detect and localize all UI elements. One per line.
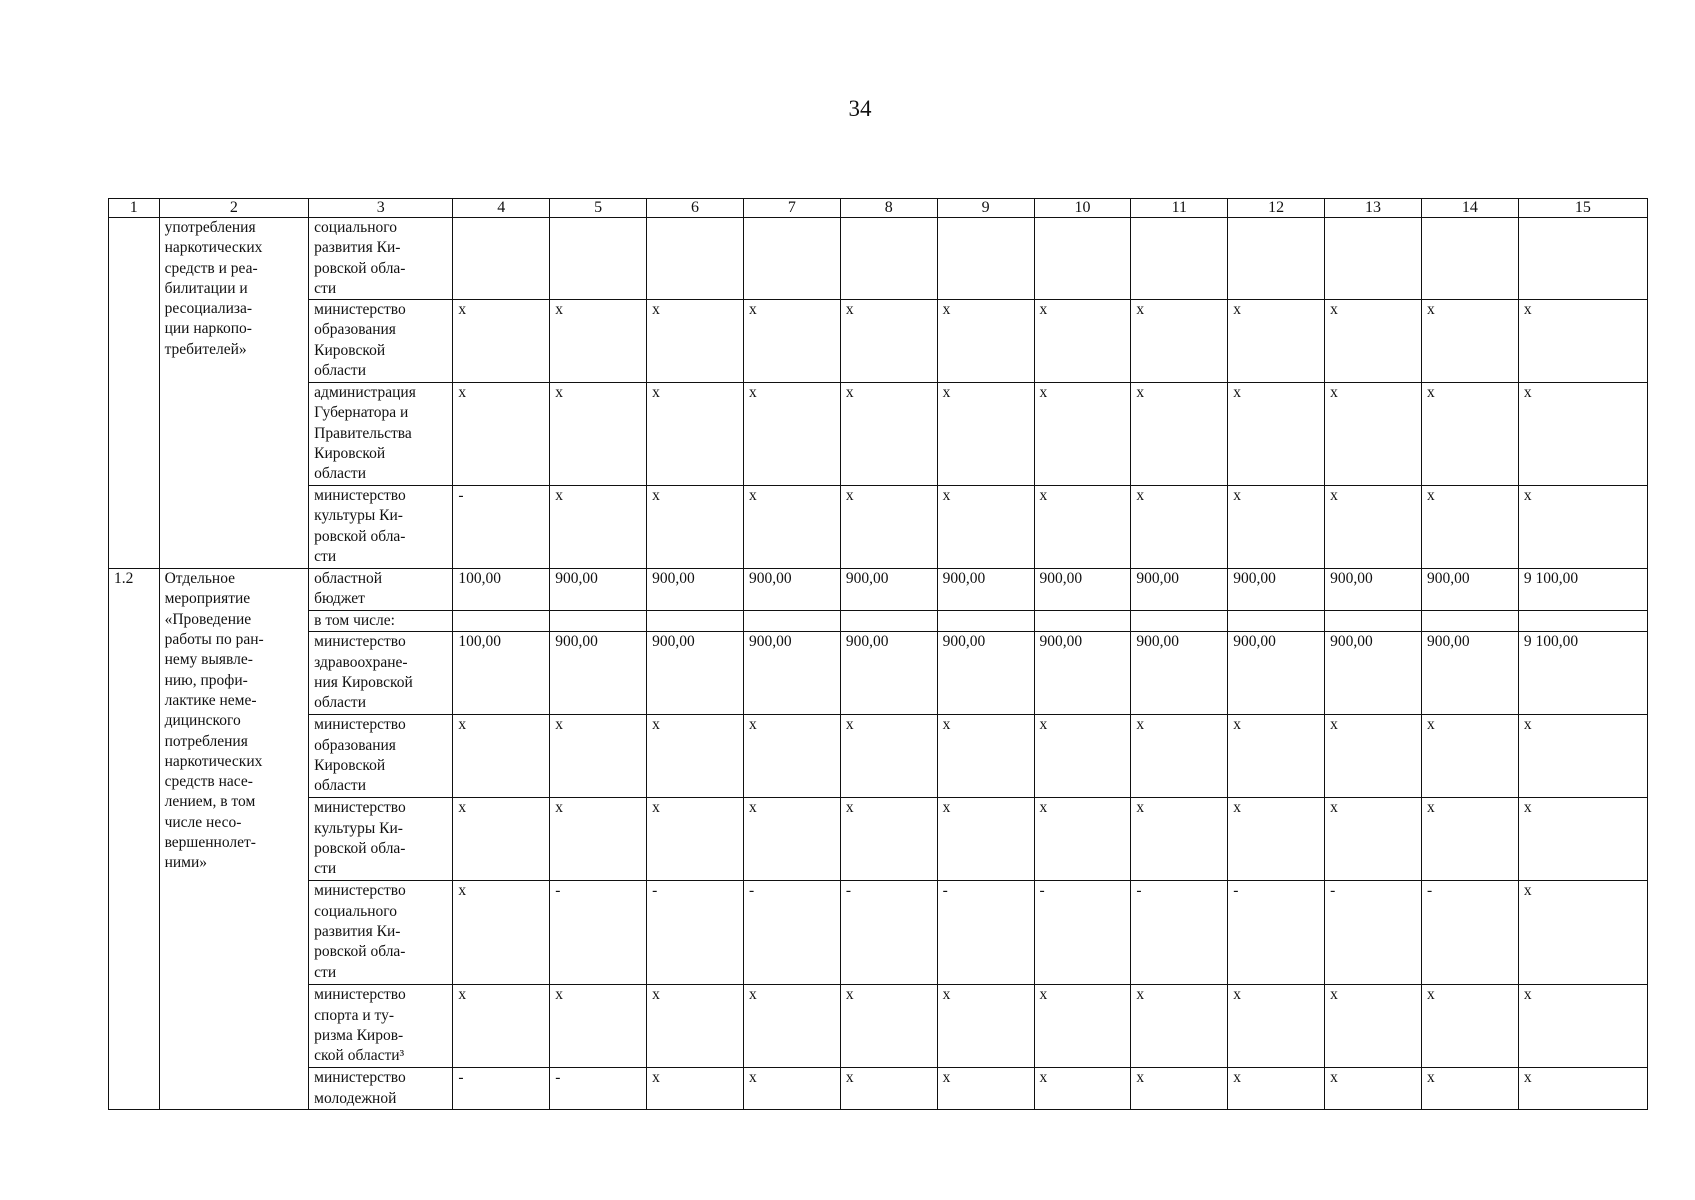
- value-cell: x: [453, 715, 550, 798]
- value-cell: x: [1518, 881, 1647, 985]
- value-cell: x: [647, 1068, 744, 1110]
- table-row: [109, 632, 1648, 715]
- value-cell: x: [840, 985, 937, 1068]
- value-cell: x: [840, 300, 937, 383]
- value-cell: x: [550, 300, 647, 383]
- value-cell: x: [1421, 798, 1518, 881]
- header-cell: 10: [1034, 199, 1131, 218]
- value-cell: x: [1421, 383, 1518, 486]
- value-cell: 9 100,00: [1518, 569, 1647, 611]
- value-cell: 900,00: [1325, 632, 1422, 715]
- value-cell: x: [1034, 798, 1131, 881]
- header-cell: 14: [1421, 199, 1518, 218]
- value-cell: x: [937, 715, 1034, 798]
- executor-cell: министерство молодежной: [309, 1068, 453, 1110]
- value-cell: x: [840, 1068, 937, 1110]
- value-cell: [1518, 611, 1647, 632]
- value-cell: x: [1421, 985, 1518, 1068]
- value-cell: x: [453, 985, 550, 1068]
- executor-cell: министерство спорта и ту- ризма Киров- ской области³: [309, 985, 453, 1068]
- value-cell: x: [1228, 383, 1325, 486]
- value-cell: [937, 611, 1034, 632]
- value-cell: x: [1421, 300, 1518, 383]
- value-cell: x: [1034, 715, 1131, 798]
- value-cell: -: [1034, 881, 1131, 985]
- value-cell: 900,00: [743, 632, 840, 715]
- value-cell: 900,00: [1034, 632, 1131, 715]
- value-cell: x: [840, 383, 937, 486]
- value-cell: [647, 611, 744, 632]
- value-cell: 900,00: [937, 569, 1034, 611]
- value-cell: [1325, 611, 1422, 632]
- table-row: [109, 218, 1648, 300]
- value-cell: x: [937, 1068, 1034, 1110]
- value-cell: x: [937, 300, 1034, 383]
- value-cell: -: [1421, 881, 1518, 985]
- value-cell: x: [453, 881, 550, 985]
- value-cell: x: [743, 1068, 840, 1110]
- value-cell: x: [743, 715, 840, 798]
- executor-cell: областной бюджет: [309, 569, 453, 611]
- value-cell: 900,00: [1131, 569, 1228, 611]
- value-cell: 9 100,00: [1518, 632, 1647, 715]
- value-cell: [1325, 218, 1422, 300]
- executor-cell: министерство образования Кировской области: [309, 300, 453, 383]
- value-cell: x: [743, 985, 840, 1068]
- value-cell: 900,00: [1421, 632, 1518, 715]
- value-cell: [840, 218, 937, 300]
- value-cell: [550, 611, 647, 632]
- value-cell: [1228, 611, 1325, 632]
- value-cell: x: [1325, 715, 1422, 798]
- value-cell: x: [937, 486, 1034, 569]
- value-cell: x: [840, 715, 937, 798]
- executor-cell: министерство здравоохране- ния Кировской области: [309, 632, 453, 715]
- executor-cell: администрация Губернатора и Правительства Кировской области: [309, 383, 453, 486]
- executor-cell: министерство культуры Ки- ровской обла- сти: [309, 486, 453, 569]
- value-cell: x: [1421, 715, 1518, 798]
- value-cell: x: [1518, 300, 1647, 383]
- value-cell: -: [453, 486, 550, 569]
- table-row: [109, 985, 1648, 1068]
- value-cell: 900,00: [1228, 632, 1325, 715]
- value-cell: x: [1131, 1068, 1228, 1110]
- value-cell: x: [550, 486, 647, 569]
- value-cell: -: [937, 881, 1034, 985]
- measure-name-cell: Отдельное мероприятие «Проведение работы по ран- нему выявле- нию, профи- лактике неме- дицинского потребления наркотических средств насе- лением, в том числе несо- вершеннолет- ними»: [159, 569, 309, 1110]
- value-cell: 900,00: [550, 632, 647, 715]
- value-cell: x: [453, 383, 550, 486]
- value-cell: x: [743, 300, 840, 383]
- header-cell: 13: [1325, 199, 1422, 218]
- value-cell: x: [1228, 715, 1325, 798]
- value-cell: [1421, 218, 1518, 300]
- value-cell: x: [550, 798, 647, 881]
- value-cell: x: [1131, 486, 1228, 569]
- header-row: [109, 199, 1648, 218]
- value-cell: -: [840, 881, 937, 985]
- header-cell: 7: [743, 199, 840, 218]
- header-cell: 8: [840, 199, 937, 218]
- value-cell: -: [550, 1068, 647, 1110]
- value-cell: x: [1421, 1068, 1518, 1110]
- value-cell: x: [1228, 486, 1325, 569]
- measure-name-cell: употребления наркотических средств и реа- билитации и ресоциализа- ции наркопо- требителей»: [159, 218, 309, 569]
- value-cell: [1131, 218, 1228, 300]
- item-number-cell: 1.2: [109, 569, 160, 1110]
- header-cell: 6: [647, 199, 744, 218]
- value-cell: 900,00: [1034, 569, 1131, 611]
- value-cell: x: [1518, 798, 1647, 881]
- value-cell: x: [937, 798, 1034, 881]
- value-cell: 900,00: [1131, 632, 1228, 715]
- value-cell: x: [647, 798, 744, 881]
- value-cell: 900,00: [1421, 569, 1518, 611]
- value-cell: x: [1325, 798, 1422, 881]
- value-cell: x: [647, 985, 744, 1068]
- value-cell: [1131, 611, 1228, 632]
- value-cell: x: [647, 300, 744, 383]
- budget-table: [108, 198, 1648, 1110]
- value-cell: -: [1228, 881, 1325, 985]
- value-cell: x: [1325, 383, 1422, 486]
- value-cell: x: [1034, 486, 1131, 569]
- value-cell: 900,00: [550, 569, 647, 611]
- table-row: [109, 486, 1648, 569]
- value-cell: [937, 218, 1034, 300]
- value-cell: x: [1518, 383, 1647, 486]
- value-cell: x: [453, 798, 550, 881]
- value-cell: -: [453, 1068, 550, 1110]
- value-cell: x: [1518, 985, 1647, 1068]
- value-cell: [1034, 218, 1131, 300]
- value-cell: x: [1518, 486, 1647, 569]
- value-cell: -: [647, 881, 744, 985]
- table-row: [109, 611, 1648, 632]
- value-cell: x: [1131, 300, 1228, 383]
- value-cell: x: [1228, 798, 1325, 881]
- header-cell: 12: [1228, 199, 1325, 218]
- value-cell: x: [743, 486, 840, 569]
- value-cell: [743, 611, 840, 632]
- value-cell: [550, 218, 647, 300]
- value-cell: 900,00: [840, 569, 937, 611]
- value-cell: [840, 611, 937, 632]
- value-cell: x: [743, 798, 840, 881]
- value-cell: 100,00: [453, 632, 550, 715]
- value-cell: x: [937, 383, 1034, 486]
- header-cell: 1: [109, 199, 160, 218]
- value-cell: x: [1518, 715, 1647, 798]
- value-cell: [1518, 218, 1647, 300]
- table-row: [109, 881, 1648, 985]
- header-cell: 2: [159, 199, 309, 218]
- value-cell: x: [1131, 798, 1228, 881]
- value-cell: x: [1421, 486, 1518, 569]
- value-cell: x: [1228, 985, 1325, 1068]
- value-cell: 900,00: [1228, 569, 1325, 611]
- value-cell: [647, 218, 744, 300]
- table-row: [109, 1068, 1648, 1110]
- value-cell: x: [1034, 985, 1131, 1068]
- value-cell: x: [743, 383, 840, 486]
- table-row: [109, 715, 1648, 798]
- value-cell: -: [743, 881, 840, 985]
- page-number: 34: [848, 96, 872, 121]
- item-number-cell: [109, 218, 160, 569]
- value-cell: x: [937, 985, 1034, 1068]
- value-cell: -: [1325, 881, 1422, 985]
- value-cell: x: [1228, 1068, 1325, 1110]
- value-cell: x: [1518, 1068, 1647, 1110]
- value-cell: x: [840, 486, 937, 569]
- value-cell: x: [453, 300, 550, 383]
- executor-cell: социального развития Ки- ровской обла- сти: [309, 218, 453, 300]
- table-row: [109, 798, 1648, 881]
- value-cell: -: [550, 881, 647, 985]
- executor-cell: министерство образования Кировской области: [309, 715, 453, 798]
- value-cell: x: [1325, 486, 1422, 569]
- value-cell: x: [1034, 1068, 1131, 1110]
- value-cell: [1421, 611, 1518, 632]
- executor-cell: министерство социального развития Ки- ровской обла- сти: [309, 881, 453, 985]
- value-cell: x: [647, 715, 744, 798]
- value-cell: x: [1131, 715, 1228, 798]
- value-cell: x: [550, 715, 647, 798]
- value-cell: x: [1228, 300, 1325, 383]
- value-cell: 900,00: [647, 632, 744, 715]
- value-cell: [453, 611, 550, 632]
- value-cell: x: [1131, 985, 1228, 1068]
- value-cell: x: [1034, 383, 1131, 486]
- header-cell: 9: [937, 199, 1034, 218]
- table-row: [109, 569, 1648, 611]
- header-cell: 4: [453, 199, 550, 218]
- value-cell: [1228, 218, 1325, 300]
- header-cell: 3: [309, 199, 453, 218]
- value-cell: x: [647, 486, 744, 569]
- value-cell: 900,00: [937, 632, 1034, 715]
- table-row: [109, 300, 1648, 383]
- value-cell: -: [1131, 881, 1228, 985]
- value-cell: x: [1034, 300, 1131, 383]
- header-cell: 15: [1518, 199, 1647, 218]
- value-cell: 900,00: [743, 569, 840, 611]
- header-cell: 5: [550, 199, 647, 218]
- value-cell: x: [550, 985, 647, 1068]
- value-cell: 900,00: [1325, 569, 1422, 611]
- value-cell: x: [1325, 1068, 1422, 1110]
- value-cell: x: [1131, 383, 1228, 486]
- value-cell: x: [550, 383, 647, 486]
- value-cell: 100,00: [453, 569, 550, 611]
- table-row: [109, 383, 1648, 486]
- executor-cell: министерство культуры Ки- ровской обла- сти: [309, 798, 453, 881]
- value-cell: [1034, 611, 1131, 632]
- value-cell: 900,00: [647, 569, 744, 611]
- value-cell: 900,00: [840, 632, 937, 715]
- value-cell: x: [840, 798, 937, 881]
- value-cell: x: [1325, 300, 1422, 383]
- header-cell: 11: [1131, 199, 1228, 218]
- value-cell: x: [1325, 985, 1422, 1068]
- value-cell: [743, 218, 840, 300]
- executor-cell: в том числе:: [309, 611, 453, 632]
- value-cell: [453, 218, 550, 300]
- value-cell: x: [647, 383, 744, 486]
